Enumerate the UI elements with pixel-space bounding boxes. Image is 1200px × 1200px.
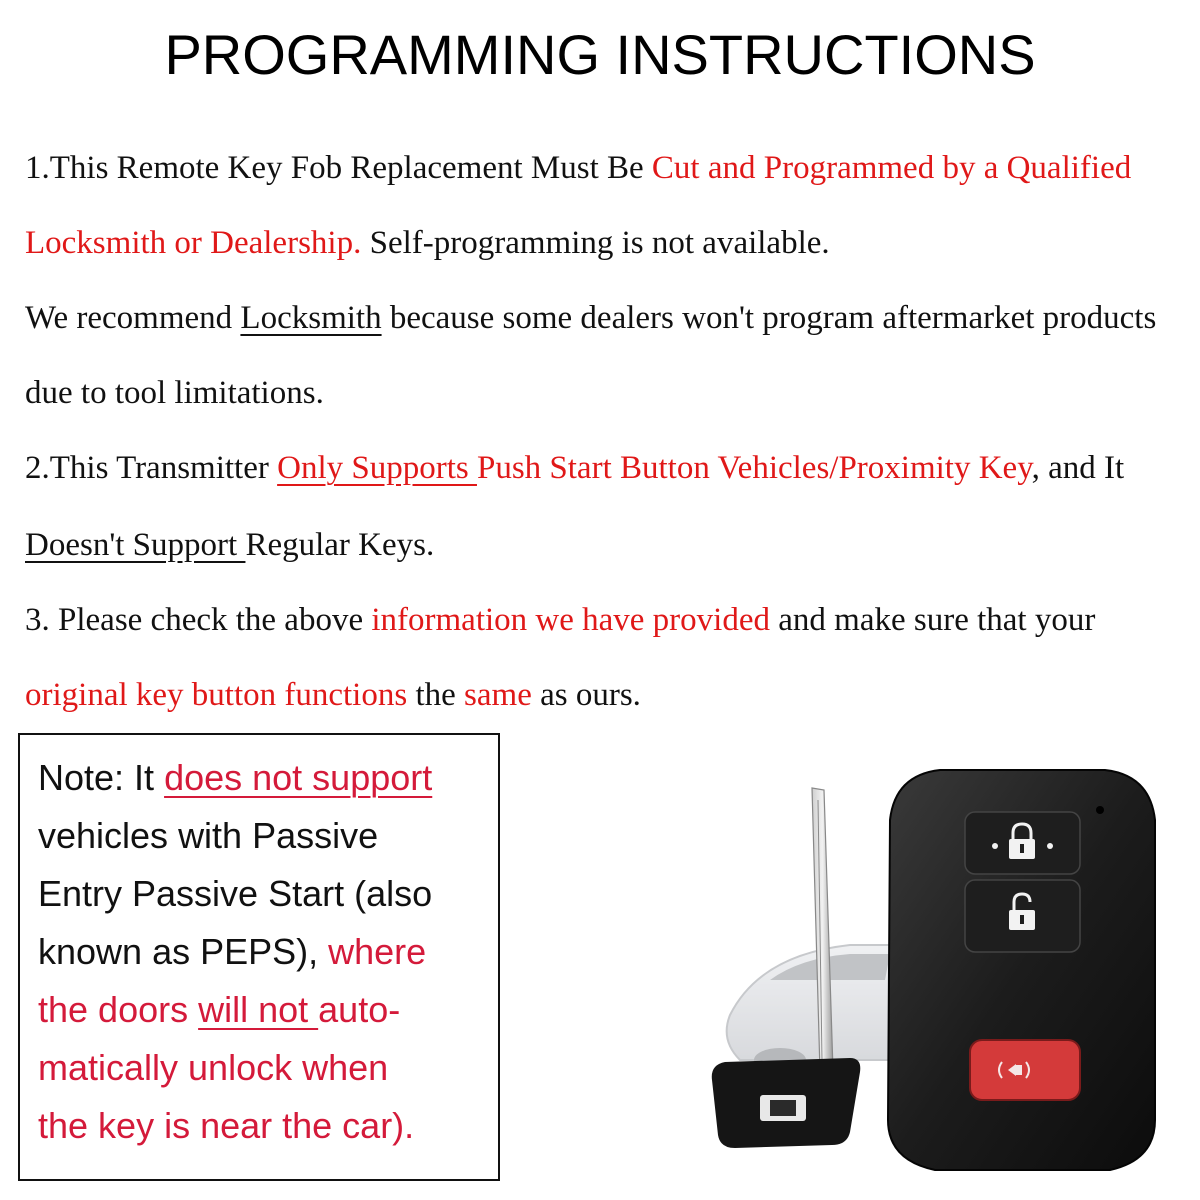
- item2-highlight-underlined: Only Supports: [277, 450, 477, 486]
- item1-line3: [25, 300, 1156, 337]
- item2-text-3: Regular Keys.: [245, 527, 435, 563]
- note-highlight: the key is near the car).: [38, 1105, 415, 1146]
- note-line-5: [38, 989, 400, 1031]
- item3-text: 3. Please check the above: [25, 602, 372, 638]
- item1-line1: [25, 150, 1131, 187]
- smart-key-fob-icon: [888, 770, 1155, 1170]
- note-line-3: [38, 873, 432, 915]
- item3-line1: [25, 602, 1095, 639]
- item2-underlined: Doesn't Support: [25, 527, 246, 563]
- item2-line2: [25, 527, 434, 564]
- item2-text-2: , and It: [1031, 450, 1125, 486]
- note-text: Note: It: [38, 757, 165, 798]
- note-line-4: [38, 931, 426, 973]
- note-line-7: [38, 1105, 414, 1147]
- item2-text: 2.This Transmitter: [25, 450, 278, 486]
- page-title: PROGRAMMING INSTRUCTIONS: [164, 23, 1036, 86]
- item3-highlight-2: original key button functions: [25, 677, 408, 713]
- item2-line1: [25, 450, 1124, 487]
- item3-line2: [25, 677, 641, 714]
- item1-highlight: Cut and Programmed by a Qualified: [651, 150, 1132, 186]
- item1-text-4: because some dealers won't program aftermarket products: [381, 300, 1157, 336]
- item1-text-3: We recommend: [25, 300, 241, 336]
- note-highlight: the doors: [38, 989, 199, 1030]
- note-line-1: [38, 757, 432, 799]
- item3-text-3: the: [407, 677, 465, 713]
- note-text: vehicles with Passive: [38, 815, 379, 856]
- item2-highlight: Push Start Button Vehicles/Proximity Key: [476, 450, 1032, 486]
- item3-text-2: and make sure that your: [770, 602, 1096, 638]
- note-line-2: [38, 815, 378, 857]
- item1-text-2: Self-programming is not available.: [361, 225, 830, 261]
- note-highlight: auto-: [318, 989, 401, 1030]
- note-text: Entry Passive Start (also: [38, 873, 433, 914]
- key-fob-image: [700, 740, 1180, 1180]
- item3-text-4: as ours.: [531, 677, 641, 713]
- item1-text-5: due to tool limitations.: [25, 375, 324, 411]
- item3-highlight: information we have provided: [371, 602, 770, 638]
- note-highlight: matically unlock when: [38, 1047, 389, 1088]
- item1-highlight-2: Locksmith or Dealership.: [25, 225, 362, 261]
- item3-highlight-3: same: [464, 677, 532, 713]
- item1-line2: [25, 225, 830, 262]
- item1-line4: [25, 375, 324, 412]
- locksmith-link: Locksmith: [240, 300, 382, 336]
- item1-text: 1.This Remote Key Fob Replacement Must Be: [25, 150, 652, 186]
- note-highlight: does not support: [164, 757, 433, 798]
- note-highlight-underlined: will not: [198, 989, 319, 1030]
- note-highlight: where: [328, 931, 427, 972]
- note-line-6: [38, 1047, 388, 1089]
- note-text: known as PEPS),: [38, 931, 329, 972]
